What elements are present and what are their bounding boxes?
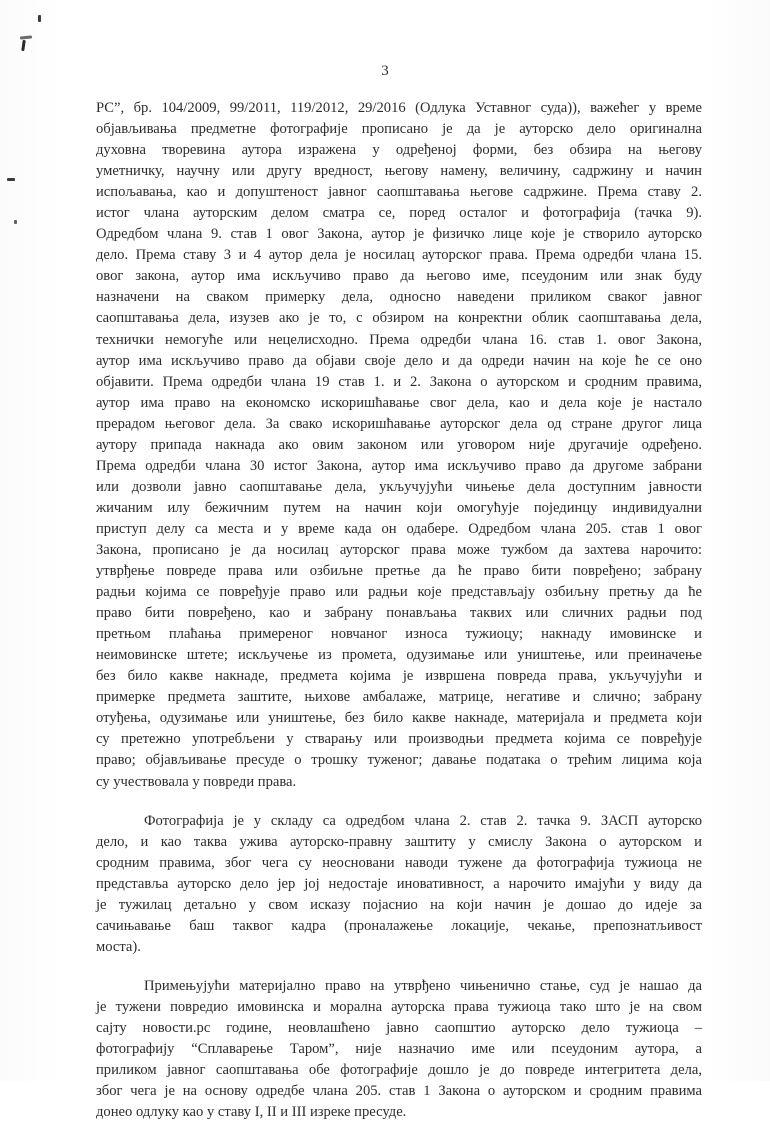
text-line: објавити. Према одредби члана 19 став 1. и 2. Закона о ауторском и сродним правима,: [96, 373, 702, 390]
page-number: 3: [381, 63, 389, 79]
text-line: аутору припада накнада ако овим законом или уговором није другачије одређено.: [96, 436, 702, 453]
text-line: истог члана ауторским делом сматра се, поред осталог и фотографија (тачка 9).: [96, 205, 702, 222]
document-body: [96, 98, 702, 1123]
text-line: испољавања, као и допуштеност јавног саопштавања његове садржине. Према ставу 2.: [96, 184, 702, 201]
text-line: Закона, прописано је да носилац ауторског права може тужбом да захтева нарочито:: [96, 541, 702, 558]
text-line: претњом плаћања примереног новчаног износа тужиоцу; накнаду имовинске и: [96, 626, 702, 643]
text-line: РС”, бр. 104/2009, 99/2011, 119/2012, 29/2016 (Одлука Уставног суда)), важећег у време: [96, 100, 702, 116]
text-line: аутор има искључиво право да објави своје дело и да одреди начин на које ће се оно: [96, 352, 702, 369]
paragraph: [96, 976, 702, 1123]
text-line: духовна творевина аутора изражена у одређеној форми, без обзира на његову: [96, 142, 702, 159]
paragraph-gap: [96, 793, 702, 811]
text-line: сајту новости.рс године, неовлашћено јавно саопштио ауторско дело тужиоца –: [96, 1019, 702, 1036]
text-line: право; објављивање пресуде о трошку туженог; давање података о трећим лицима која: [96, 752, 702, 769]
text-line: је тужилац детаљно у свом исказу појаснио на који начин је дошао до идеје за: [96, 896, 702, 913]
text-line: објављивања предметне фотографије прописано је да је ауторско дело оригинална: [96, 121, 702, 138]
text-line: су претежно употребљени у стварању или производњи предмета којима се повређује: [96, 731, 702, 748]
text-line: неимовинске штете; искључење из промета, одузимање или уништење, или преиначење: [96, 647, 702, 664]
text-line: моста).: [96, 938, 141, 955]
text-line: отуђења, одузимање или уништење, без било какве накнаде, материјала и предмета који: [96, 710, 702, 727]
text-line: радњи којима се повређује право или радњи које представљају озбиљну претњу да ће: [96, 584, 702, 601]
text-line: фотографију “Сплаварење Таром”, није назначио име или псеудоним аутора, а: [96, 1041, 702, 1058]
scan-artifact: [14, 220, 17, 224]
text-line: без било какве накнаде, предмета којима је извршена повреда права, укључујући и: [96, 668, 702, 685]
scan-artifact: [20, 35, 32, 39]
scan-artifact: [7, 178, 15, 181]
text-line: приступ делу са места и у време када он одабере. Одредбом члана 205. став 1 овог: [96, 520, 702, 537]
scan-artifact: [38, 15, 41, 22]
text-line: Према одредби члана 30 истог Закона, аутор има искључиво право да другоме забрани: [96, 457, 702, 474]
paragraph-gap: [96, 958, 702, 976]
paragraph: [96, 811, 702, 958]
text-line: технички немогуће или нецелисходно. Према одредби члана 16. став 1. овог Закона,: [96, 331, 702, 348]
text-line: приликом јавног саопштавања обе фотографије дошло је до повреде интегритета дела,: [96, 1062, 702, 1079]
text-line: Примењујући материјално право на утврђено чињенично стање, суд је нашао да: [144, 977, 702, 994]
text-line: дело. Према ставу 3 и 4 аутор дела је носилац ауторског права. Према одредби члана 15.: [96, 247, 702, 264]
text-line: овог закона, аутор има искључиво право да његово име, псеудоним или знак буду: [96, 268, 702, 285]
text-line: или дозволи јавно саопштавање дела, укључујући чињење дела доступним јавности: [96, 478, 702, 495]
text-line: дело, и као таква ужива ауторско-правну заштиту у смислу Закона о ауторском и: [96, 833, 702, 850]
text-line: утврђење повреде права или озбиљне претње да ће право бити повређено; забрану: [96, 563, 702, 580]
text-line: Одредбом члана 9. став 1 овог Закона, аутор је физичко лице које је створило ауторско: [96, 226, 702, 243]
text-line: назначени на сваком примерку дела, односно наведени приликом сваког јавног: [96, 289, 702, 306]
text-line: примерке предмета заштите, њихове амбалаже, матрице, негативе и слично; забрану: [96, 689, 702, 706]
text-line: представља ауторско дело јер јој недостаје иновативност, а нарочито имајући у виду да: [96, 875, 702, 892]
scan-artifact: [21, 40, 26, 51]
text-line: је тужени повредио имовинска и морална ауторска права тужиоца тако што је на свом: [96, 998, 702, 1015]
text-line: уметничку, научну или другу вредност, његову намену, величину, садржину и начин: [96, 163, 702, 180]
text-line: саопштавања дела, изузев ако је то, с обзиром на конректни облик саопштавања дела,: [96, 310, 702, 327]
text-line: Фотографија је у складу са одредбом члана 2. став 2. тачка 9. ЗАСП ауторско: [144, 812, 702, 829]
text-line: право бити повређено, као и забрану понављања таквих или сличних радњи под: [96, 605, 702, 622]
text-line: због чега је на основу одредбе члана 205. став 1 Закона о ауторском и сродним правима: [96, 1083, 702, 1100]
text-line: аутор има право на економско искоришћавање свог дела, као и дела које је настало: [96, 394, 702, 411]
text-line: сачињавање баш таквог кадра (проналажење локације, чекање, препознатљивост: [96, 917, 702, 934]
text-line: донео одлуку као у ставу I, II и III изреке пресуде.: [96, 1104, 407, 1121]
text-line: жичаним илу бежичним путем на начин који омогућује појединцу индивидуални: [96, 499, 702, 516]
text-line: сродним правима, због чега су неосновани наводи тужене да фотографија тужиоца не: [96, 854, 702, 871]
text-line: прерадом његовог дела. За свако искоришћавање ауторског дела од стране другог лица: [96, 415, 702, 432]
paragraph: [96, 98, 702, 793]
text-line: су учествовала у повреди права.: [96, 773, 297, 790]
